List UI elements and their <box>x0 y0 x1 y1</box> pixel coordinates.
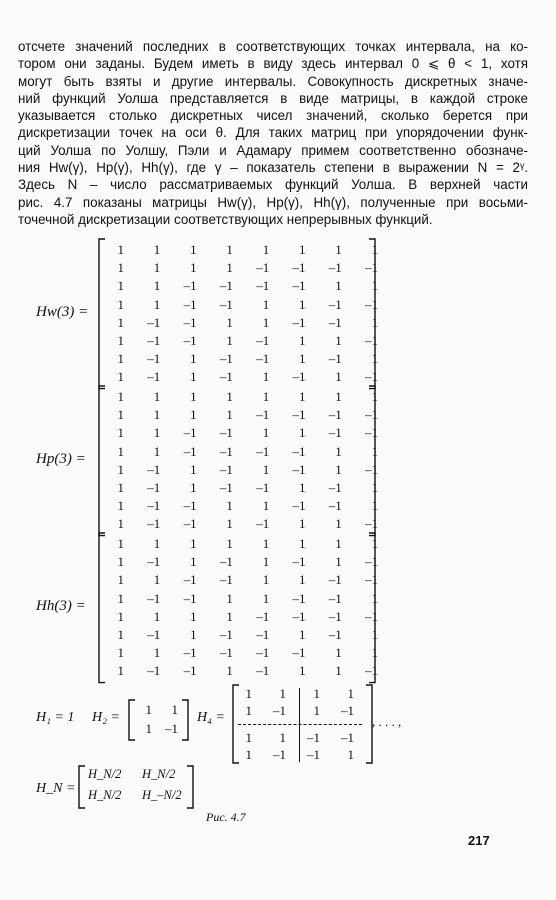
h4-cell: –1 <box>307 730 320 745</box>
matrix-cell: –1 <box>219 461 233 477</box>
matrix-cell: –1 <box>256 627 270 642</box>
matrix-cell: 1 <box>190 461 197 477</box>
matrix-cell: 1 <box>226 389 233 404</box>
paragraph-line: указывается столько дискретных чисел значений, сколько берется при <box>18 108 528 124</box>
paragraph-line: тором они заданы. Будем иметь в виду здесь интервал 0 ⩽ θ < 1, хотя <box>18 56 528 72</box>
left-bracket <box>77 765 87 809</box>
matrix-cell: 1 <box>117 260 124 276</box>
matrix-cell: 1 <box>335 443 342 459</box>
matrix-cell: 1 <box>117 351 124 367</box>
h4-cell: –1 <box>273 703 286 718</box>
matrix-cell: –1 <box>147 627 161 642</box>
matrix-cell: –1 <box>219 278 233 294</box>
matrix-label: Hw(3) = <box>36 303 89 320</box>
matrix-cell: 1 <box>262 590 270 606</box>
matrix-cell: 1 <box>335 645 342 661</box>
matrix-cell: 1 <box>299 425 306 441</box>
matrix-cell: 1 <box>190 554 197 570</box>
paragraph-line: точечной дискретизации соответствующих непрерывных функций. <box>18 211 433 227</box>
matrix-cell: 1 <box>117 425 124 441</box>
matrix-cell: 1 <box>153 536 161 551</box>
matrix-cell: –1 <box>147 480 161 495</box>
matrix-cell: –1 <box>292 443 306 459</box>
matrix-cell: 1 <box>117 536 124 551</box>
matrix-cell: 1 <box>335 369 342 385</box>
matrix-cell: –1 <box>365 663 379 679</box>
matrix-cell: 1 <box>117 407 124 423</box>
matrix-cell: –1 <box>328 351 342 367</box>
matrix-cell: 1 <box>262 536 270 551</box>
matrix-cell: –1 <box>328 480 342 495</box>
matrix-cell: –1 <box>219 369 233 385</box>
matrix-cell: 1 <box>226 516 233 532</box>
matrix-cell: –1 <box>365 554 379 570</box>
matrix-cell: 1 <box>299 627 306 642</box>
matrix-cell: 1 <box>190 242 197 257</box>
h4-cell: –1 <box>273 747 286 762</box>
paragraph-line: ния Hw(γ), Hp(γ), Hh(γ), где γ – показатель степени в выражении N = 2ᵞ. <box>18 160 528 176</box>
matrix-cell: –1 <box>219 425 233 441</box>
matrix-cell: –1 <box>365 407 379 423</box>
matrix-cell: –1 <box>256 278 270 294</box>
matrix-cell: –1 <box>147 333 161 348</box>
matrix-cell: –1 <box>256 645 270 661</box>
paragraph-line: ний функций Уолша представляется в виде матрицы, в каждой строке <box>18 90 528 106</box>
h2-cell: –1 <box>165 721 178 736</box>
matrix-cell: 1 <box>371 590 379 606</box>
matrix-cell: –1 <box>292 608 306 624</box>
h4-cell: 1 <box>279 730 286 745</box>
matrix-cell: 1 <box>190 351 197 367</box>
matrix-cell: 1 <box>117 480 124 495</box>
matrix-cell: 1 <box>335 333 342 348</box>
matrix-cell: 1 <box>117 645 124 661</box>
matrix-cell: –1 <box>292 314 306 330</box>
h4-cell: 1 <box>313 686 320 701</box>
h4-cell: 1 <box>279 686 286 701</box>
h4-cell: 1 <box>347 686 354 701</box>
matrix-cell: 1 <box>262 461 270 477</box>
right-bracket <box>185 765 195 809</box>
matrix-cell: –1 <box>183 663 197 679</box>
matrix-cell: –1 <box>183 645 197 661</box>
matrix-cell: 1 <box>226 242 233 257</box>
matrix-cell: 1 <box>190 627 197 642</box>
matrix-cell: –1 <box>292 554 306 570</box>
h4-cell: 1 <box>245 703 252 718</box>
matrix-cell: –1 <box>219 645 233 661</box>
matrix-cell: –1 <box>328 314 342 330</box>
matrix-cell: 1 <box>299 480 306 495</box>
matrix-cell: 1 <box>117 296 124 312</box>
matrix-cell: 1 <box>371 443 379 459</box>
matrix-cell: 1 <box>371 278 379 294</box>
matrix-cell: –1 <box>219 480 233 495</box>
matrix-cell: –1 <box>256 663 270 679</box>
matrix-cell: –1 <box>365 572 379 588</box>
matrix-cell: 1 <box>299 242 306 257</box>
matrix-cell: 1 <box>153 260 161 276</box>
matrix-cell: 1 <box>335 663 342 679</box>
matrix-cell: 1 <box>190 260 197 276</box>
matrix-cell: –1 <box>219 296 233 312</box>
matrix-cell: 1 <box>226 590 233 606</box>
right-bracket <box>180 699 190 741</box>
partition-horizontal <box>238 724 362 725</box>
matrix-cell: –1 <box>183 425 197 441</box>
hn-cell: H_–N/2 <box>142 788 182 802</box>
matrix-cell: –1 <box>328 590 342 606</box>
matrix-cell: –1 <box>183 314 197 330</box>
h4-cell: 1 <box>245 747 252 762</box>
h4-cell: 1 <box>347 747 354 762</box>
matrix-cell: –1 <box>292 590 306 606</box>
matrix-cell: –1 <box>365 608 379 624</box>
matrix-cell: –1 <box>183 572 197 588</box>
matrix-cell: 1 <box>299 351 306 367</box>
matrix-cell: –1 <box>328 407 342 423</box>
matrix-cell: 1 <box>262 314 270 330</box>
matrix-cell: –1 <box>328 608 342 624</box>
matrix-cell: 1 <box>226 498 233 514</box>
matrix-cell: –1 <box>219 627 233 642</box>
ellipsis: , . . . , <box>372 714 402 729</box>
matrix-cell: 1 <box>299 389 306 404</box>
matrix-cell: –1 <box>292 278 306 294</box>
matrix-cell: –1 <box>183 498 197 514</box>
matrix-cell: 1 <box>190 389 197 404</box>
matrix-cell: 1 <box>335 536 342 551</box>
matrix-cell: 1 <box>153 608 161 624</box>
matrix-cell: 1 <box>262 296 270 312</box>
paragraph-line: дискретизации точек на оси θ. Для таких матриц при упорядочении функ- <box>18 125 528 141</box>
matrix-cell: –1 <box>147 314 161 330</box>
matrix-cell: –1 <box>256 351 270 367</box>
matrix-cell: 1 <box>226 536 233 551</box>
matrix-cell: –1 <box>328 498 342 514</box>
matrix-cell: –1 <box>292 645 306 661</box>
matrix-cell: –1 <box>365 369 379 385</box>
matrix-cell: –1 <box>328 260 342 276</box>
matrix-cell: 1 <box>371 314 379 330</box>
matrix-cell: 1 <box>117 333 124 348</box>
matrix-cell: 1 <box>190 536 197 551</box>
matrix-cell: 1 <box>117 278 124 294</box>
matrix-cell: –1 <box>365 425 379 441</box>
page-number: 217 <box>468 833 490 848</box>
matrix-cell: 1 <box>226 663 233 679</box>
matrix-cell: –1 <box>219 351 233 367</box>
matrix-cell: 1 <box>226 407 233 423</box>
matrix-cell: 1 <box>153 278 161 294</box>
matrix-cell: 1 <box>335 554 342 570</box>
hn-label: H_N = <box>36 781 76 796</box>
matrix-cell: –1 <box>256 333 270 348</box>
matrix-cell: 1 <box>226 260 233 276</box>
matrix-cell: 1 <box>117 369 124 385</box>
matrix-cell: 1 <box>299 536 306 551</box>
matrix-cell: –1 <box>328 425 342 441</box>
matrix-cell: 1 <box>153 407 161 423</box>
matrix-cell: 1 <box>117 627 124 642</box>
matrix-cell: 1 <box>153 572 161 588</box>
h1-label: H₁ = 1 <box>36 710 75 725</box>
matrix-cell: –1 <box>147 516 161 532</box>
paragraph-line: могут быть взяты и другие интервалы. Совокупность дискретных значе- <box>18 73 528 89</box>
h2-cell: 1 <box>145 721 152 736</box>
matrix-cell: 1 <box>117 663 124 679</box>
matrix-cell: 1 <box>335 516 342 532</box>
h4-cell: –1 <box>341 703 354 718</box>
matrix-cell: –1 <box>147 663 161 679</box>
matrix-cell: 1 <box>117 498 124 514</box>
matrix-cell: –1 <box>328 627 342 642</box>
matrix-cell: –1 <box>183 443 197 459</box>
matrix-cell: 1 <box>226 314 233 330</box>
matrix-cell: 1 <box>371 536 379 551</box>
matrix-cell: 1 <box>262 498 270 514</box>
matrix-cell: 1 <box>117 608 124 624</box>
matrix-cell: 1 <box>153 242 161 257</box>
matrix-cell: 1 <box>371 480 379 495</box>
matrix-label: Hp(3) = <box>36 450 86 467</box>
matrix-cell: –1 <box>328 572 342 588</box>
matrix-cell: –1 <box>183 590 197 606</box>
figure-caption: Рис. 4.7 <box>206 810 246 824</box>
matrix-cell: 1 <box>335 461 342 477</box>
matrix-cell: 1 <box>117 461 124 477</box>
matrix-cell: 1 <box>299 333 306 348</box>
h4-label: H₄ = <box>197 710 225 725</box>
matrix-cell: –1 <box>256 443 270 459</box>
matrix-cell: 1 <box>190 407 197 423</box>
matrix-label: Hh(3) = <box>36 597 86 614</box>
matrix-cell: 1 <box>153 443 161 459</box>
matrix-cell: 1 <box>299 572 306 588</box>
matrix-cell: –1 <box>183 296 197 312</box>
h2-cell: 1 <box>171 702 178 717</box>
matrix-cell: 1 <box>262 389 270 404</box>
matrix-cell: 1 <box>117 389 124 404</box>
matrix-cell: –1 <box>256 608 270 624</box>
matrix-cell: –1 <box>256 480 270 495</box>
matrix-cell: 1 <box>262 554 270 570</box>
matrix-cell: 1 <box>335 389 342 404</box>
matrix-cell: –1 <box>328 296 342 312</box>
matrix-cell: –1 <box>183 333 197 348</box>
matrix-cell: 1 <box>117 314 124 330</box>
matrix-cell: –1 <box>147 554 161 570</box>
matrix-cell: 1 <box>190 608 197 624</box>
matrix-cell: –1 <box>256 407 270 423</box>
matrix-cell: –1 <box>219 572 233 588</box>
matrix-cell: 1 <box>117 554 124 570</box>
matrix-cell: 1 <box>153 425 161 441</box>
h4-cell: 1 <box>245 730 252 745</box>
matrix-cell: –1 <box>365 260 379 276</box>
h2-cell: 1 <box>145 702 152 717</box>
matrix-cell: 1 <box>335 278 342 294</box>
matrix-cell: –1 <box>219 443 233 459</box>
matrix-cell: 1 <box>117 590 124 606</box>
matrix-cell: 1 <box>153 296 161 312</box>
matrix-cell: –1 <box>147 369 161 385</box>
matrix-cell: –1 <box>365 296 379 312</box>
paragraph-line: отсчете значений последних в соответствующих точках интервала, на ко- <box>18 39 528 54</box>
matrix-cell: 1 <box>371 242 379 257</box>
matrix-cell: 1 <box>371 645 379 661</box>
matrix-cell: –1 <box>147 461 161 477</box>
hn-cell: H_N/2 <box>88 767 122 781</box>
matrix-cell: 1 <box>226 608 233 624</box>
h4-cell: –1 <box>341 730 354 745</box>
matrix-cell: –1 <box>292 498 306 514</box>
matrix-cell: –1 <box>292 461 306 477</box>
matrix-cell: –1 <box>147 498 161 514</box>
matrix-cell: 1 <box>262 242 270 257</box>
matrix-cell: –1 <box>365 461 379 477</box>
paragraph-line: Здесь N – число рассматриваемых функций Уолша. В верхней части <box>18 177 528 193</box>
matrix-cell: 1 <box>262 572 270 588</box>
hn-cell: H_N/2 <box>88 788 122 802</box>
h2-label: H₂ = <box>92 710 120 725</box>
matrix-cell: 1 <box>153 645 161 661</box>
matrix-cell: 1 <box>371 351 379 367</box>
matrix-cell: 1 <box>371 627 379 642</box>
paragraph-line: рис. 4.7 показаны матрицы Hw(γ), Hp(γ), Hh(γ), полученные при восьми- <box>18 194 528 210</box>
matrix-cell: 1 <box>153 389 161 404</box>
matrix-cell: 1 <box>299 663 306 679</box>
matrix-cell: 1 <box>117 516 124 532</box>
matrix-cell: 1 <box>117 572 124 588</box>
matrix-cell: 1 <box>299 296 306 312</box>
matrix-cell: –1 <box>183 516 197 532</box>
matrix-cell: 1 <box>117 242 124 257</box>
h4-cell: 1 <box>245 686 252 701</box>
matrix-cell: 1 <box>190 369 197 385</box>
matrix-cell: –1 <box>292 369 306 385</box>
matrix-cell: 1 <box>262 425 270 441</box>
matrix-cell: –1 <box>147 590 161 606</box>
hn-cell: H_N/2 <box>142 767 176 781</box>
h4-cell: 1 <box>313 703 320 718</box>
matrix-cell: –1 <box>256 516 270 532</box>
matrix-cell: –1 <box>183 278 197 294</box>
matrix-cell: 1 <box>262 369 270 385</box>
matrix-cell: 1 <box>117 443 124 459</box>
paragraph-line: ций Уолша по Уолшу, Пэли и Адамару примем соответственно обозначе- <box>18 142 528 158</box>
matrix-cell: –1 <box>365 516 379 532</box>
matrix-cell: 1 <box>190 480 197 495</box>
matrix-cell: 1 <box>226 333 233 348</box>
matrix-cell: –1 <box>292 407 306 423</box>
matrix-cell: 1 <box>371 498 379 514</box>
matrix-cell: 1 <box>371 389 379 404</box>
matrix-cell: –1 <box>292 260 306 276</box>
body-paragraph <box>18 38 528 228</box>
matrix-cell: 1 <box>299 516 306 532</box>
partition-vertical <box>299 688 300 762</box>
matrix-cell: –1 <box>256 260 270 276</box>
matrix-cell: 1 <box>335 242 342 257</box>
matrix-cell: –1 <box>365 333 379 348</box>
h4-cell: –1 <box>307 747 320 762</box>
matrix-cell: –1 <box>147 351 161 367</box>
matrix-cell: –1 <box>219 554 233 570</box>
